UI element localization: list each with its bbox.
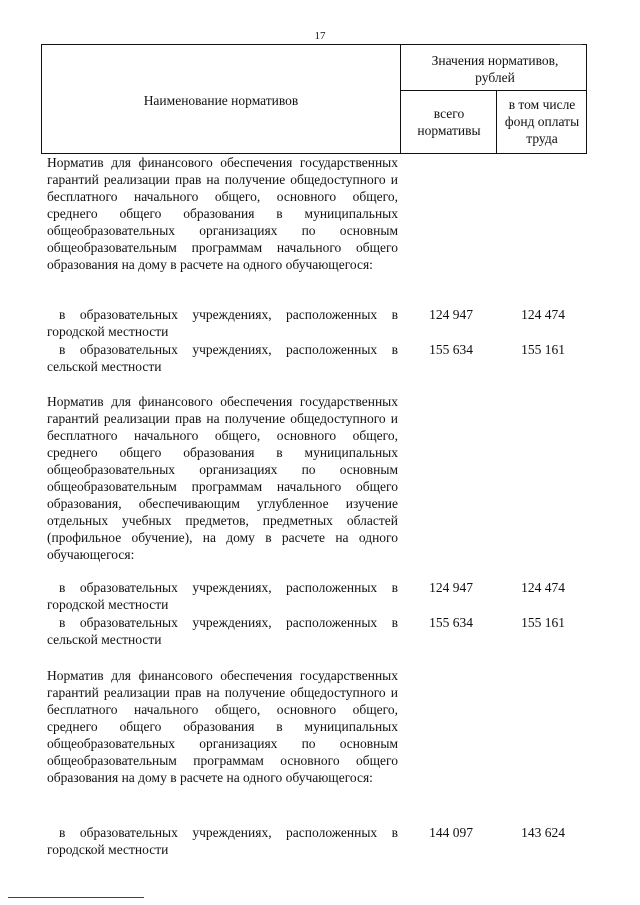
name-column-divider (400, 44, 401, 154)
value-total: 144 097 (429, 825, 473, 840)
scan-mark-top (560, 44, 582, 45)
normative-description: Норматив для финансового обеспечения государственных гарантий реализации прав на получение общедоступного и бесплатного начального общего, основного общего, среднего общего образования в муниципальных общеобразовательных организациях по основным общеобразовательным программам начального общего образования, обеспечивающим углубленное изучение отдельных учебных предметов, предметных областей (профильное обучение), на дому в расчете на одного обучающегося: (47, 394, 398, 562)
value-wage-fund: 155 161 (521, 342, 565, 357)
row-label-urban: в образовательных учреждениях, расположенных в городской местности (47, 307, 398, 339)
normative-description: Норматив для финансового обеспечения государственных гарантий реализации прав на получение общедоступного и бесплатного начального общего, основного общего, среднего общего образования в муниципальных общеобразовательных организациях по основным общеобразовательным программам основного общего образования на дому в расчете на одного обучающегося: (47, 668, 398, 785)
value-total: 155 634 (429, 615, 473, 630)
page-number: 17 (314, 30, 326, 42)
value-total: 124 947 (429, 307, 473, 322)
header-wage-fund-column: в том числе фонд оплаты труда (504, 97, 580, 146)
header-name-column: Наименование нормативов (143, 93, 299, 108)
scan-mark-bottom (8, 897, 144, 898)
header-total-column: всего нормативы (417, 106, 481, 138)
value-total: 155 634 (429, 342, 473, 357)
row-label-rural: в образовательных учреждениях, расположенных в сельской местности (47, 615, 398, 647)
value-column-divider (496, 90, 497, 154)
table-right-border (586, 44, 587, 154)
value-wage-fund: 155 161 (521, 615, 565, 630)
header-values-group: Значения нормативов, рублей (431, 53, 559, 85)
value-wage-fund: 143 624 (521, 825, 565, 840)
header-subdivider (400, 90, 587, 91)
value-wage-fund: 124 474 (521, 580, 565, 595)
row-label-rural: в образовательных учреждениях, расположенных в сельской местности (47, 342, 398, 374)
row-label-urban: в образовательных учреждениях, расположенных в городской местности (47, 580, 398, 612)
normative-description: Норматив для финансового обеспечения государственных гарантий реализации прав на получение общедоступного и бесплатного начального общего, основного общего, среднего общего образования в муниципальных общеобразовательных организациях по основным общеобразовательным программам начального общего образования на дому в расчете на одного обучающегося: (47, 155, 398, 272)
row-label-urban: в образовательных учреждениях, расположенных в городской местности (47, 825, 398, 857)
table-top-border (41, 44, 587, 45)
value-total: 124 947 (429, 580, 473, 595)
value-wage-fund: 124 474 (521, 307, 565, 322)
